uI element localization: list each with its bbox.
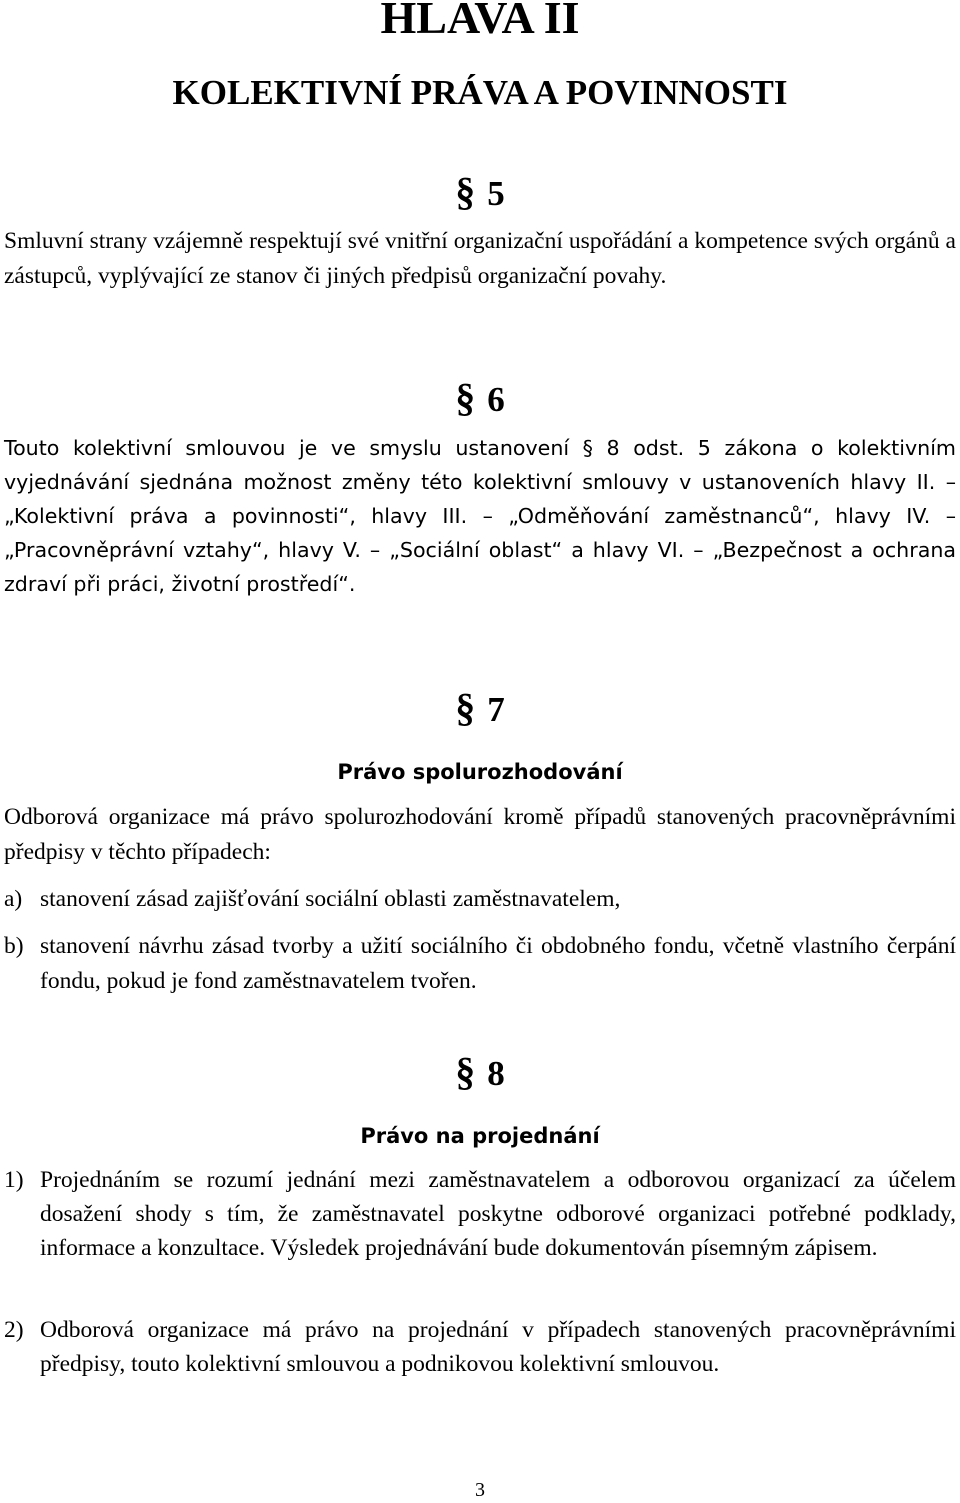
- list-item-text: Odborová organizace má právo na projednání v případech stanovených pracovněprávními předpisy, touto kolektivní smlouvou a podnikovou kolektivní smlouvou.: [40, 1317, 956, 1377]
- list-item: [4, 1313, 956, 1381]
- paragraph-8-mark: [0, 1049, 960, 1094]
- paragraph-7-heading: Právo spolurozhodování: [337, 760, 623, 784]
- list-item-label: 1): [4, 1167, 24, 1193]
- list-item: [4, 1163, 956, 1265]
- paragraph-5-text: Smluvní strany vzájemně respektují své vnitřní organizační uspořádání a kompetence svých orgánů a zástupců, vyplývající ze stanov či jiných předpisů organizační povahy.: [4, 228, 956, 289]
- paragraph-7-intro: Odborová organizace má právo spolurozhodování kromě případů stanovených pracovněprávními předpisy v těchto případech:: [4, 804, 956, 865]
- section-sign: §: [455, 1049, 476, 1094]
- list-item-label: a): [4, 886, 23, 912]
- paragraph-6-mark: [0, 375, 960, 420]
- list-item: [4, 929, 956, 998]
- list-item-text: stanovení návrhu zásad tvorby a užití sociálního či obdobného fondu, včetně vlastního čerpání fondu, pokud je fond zaměstnavatelem tvořen.: [40, 933, 956, 994]
- paragraph-8-heading: Právo na projednání: [360, 1124, 600, 1148]
- list-item-text: Projednáním se rozumí jednání mezi zaměstnavatelem a odborovou organizací za účelem dosažení shody s tím, že zaměstnavatel poskytne odborové organizaci potřebné podklady, informace a konzultace. Výsledek projednávání bude dokumentován písemným zápisem.: [40, 1167, 956, 1261]
- paragraph-number: 5: [487, 174, 505, 213]
- paragraph-number: 8: [487, 1054, 505, 1093]
- paragraph-number: 6: [487, 380, 505, 419]
- list-item-label: 2): [4, 1317, 24, 1343]
- section-sign: §: [455, 169, 476, 214]
- paragraph-6-text: Touto kolektivní smlouvou je ve smyslu ustanovení § 8 odst. 5 zákona o kolektivním vyjednávání sjednána možnost změny této kolektivní smlouvy v ustanoveních hlavy II. – „Kolektivní práva a povinnosti“, hlavy III. – „Odměňování zaměstnanců“, hlavy IV. – „Pracovněprávní vztahy“, hlavy V. – „Sociální oblast“ a hlavy VI. – „Bezpečnost a ochrana zdraví při práci, životní prostředí“.: [4, 436, 956, 596]
- list-item-label: b): [4, 933, 24, 959]
- page-number: 3: [475, 1479, 485, 1501]
- list-item-text: stanovení zásad zajišťování sociální oblasti zaměstnavatelem,: [40, 886, 621, 912]
- section-sign: §: [455, 375, 476, 420]
- paragraph-7-mark: [0, 685, 960, 730]
- chapter-title: HLAVA II: [380, 0, 580, 43]
- paragraph-number: 7: [487, 690, 505, 729]
- paragraph-5-mark: [0, 169, 960, 214]
- section-sign: §: [455, 685, 476, 730]
- list-item: [4, 882, 956, 917]
- chapter-subtitle: KOLEKTIVNÍ PRÁVA A POVINNOSTI: [172, 73, 788, 112]
